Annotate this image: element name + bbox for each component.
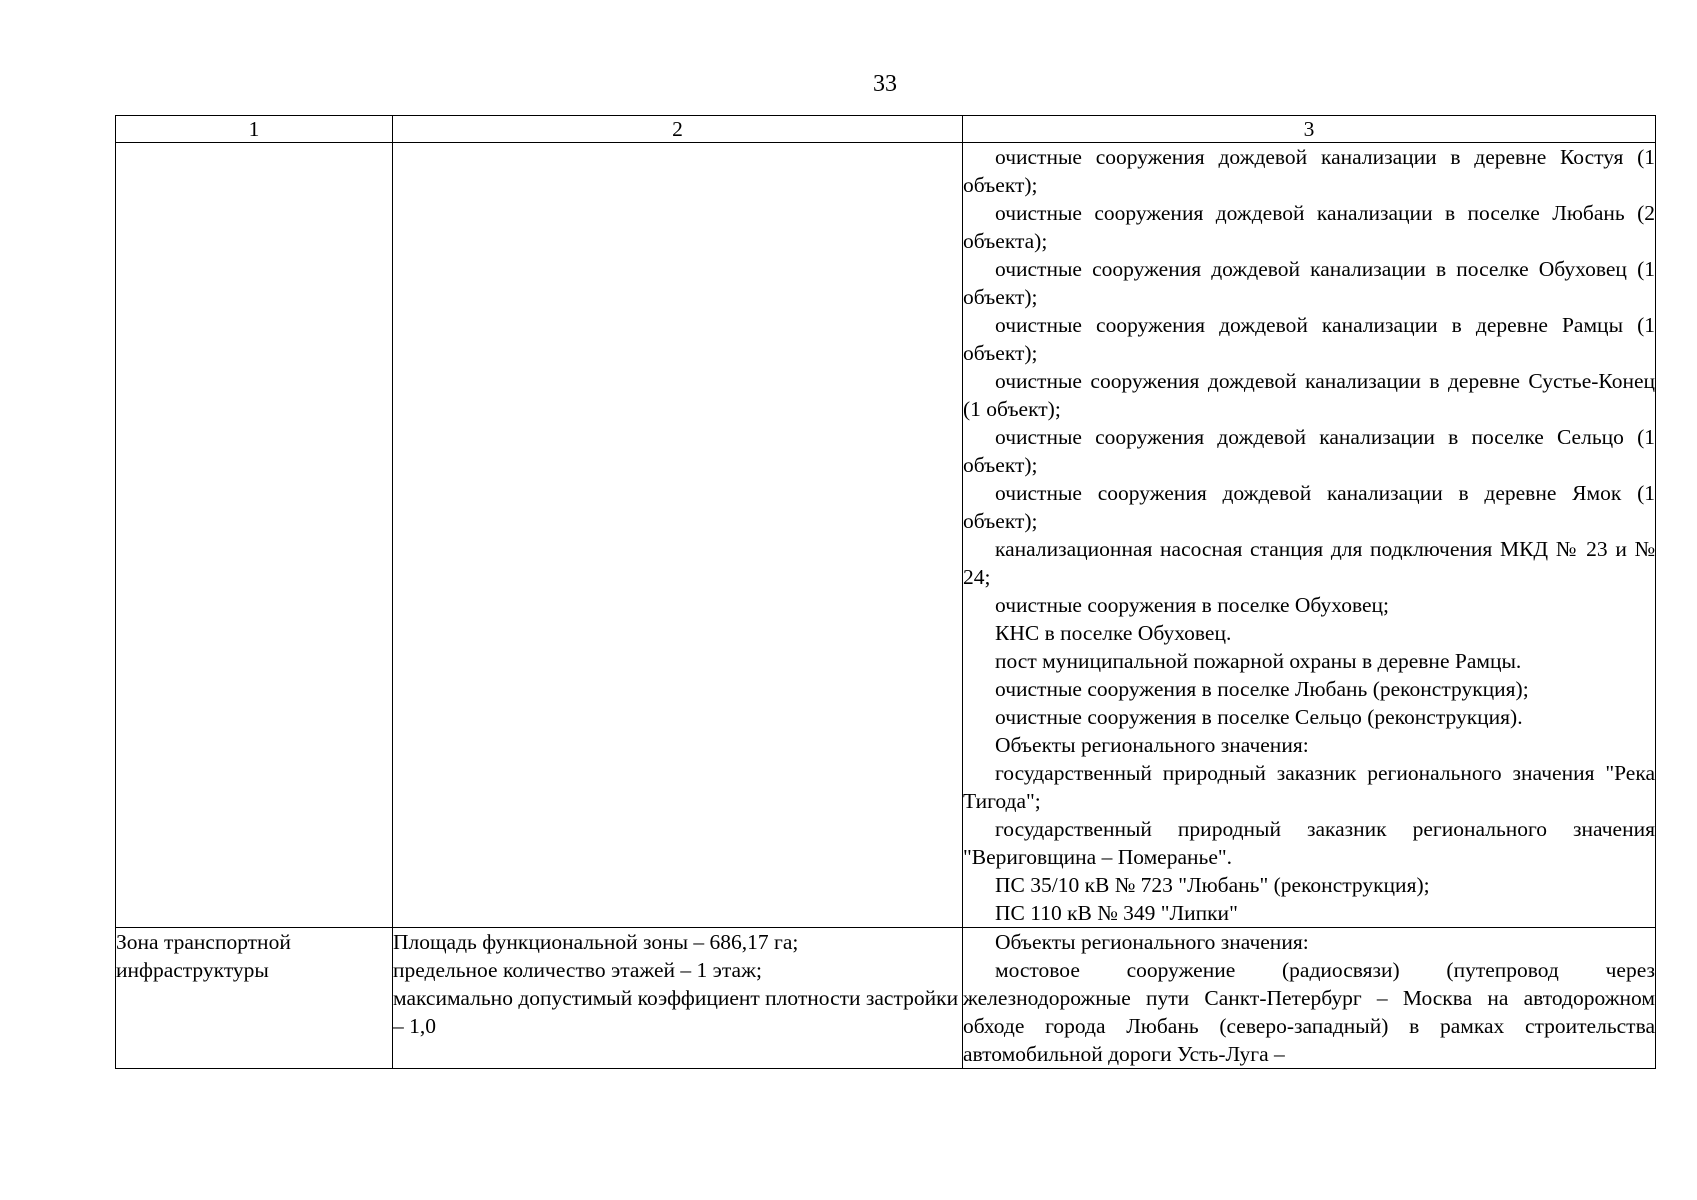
object-item: пост муниципальной пожарной охраны в деревне Рамцы. [995,649,1522,673]
column-header-1: 1 [116,116,393,143]
row-b-objects-content [963,928,1655,1068]
object-item: государственный природный заказник регионального значения "Вериговщина – Померанье". [963,817,1655,869]
row-b-parameters-cell [393,928,963,1069]
object-item: очистные сооружения в поселке Обуховец; [995,593,1390,617]
section-heading-regional: Объекты регионального значения: [995,930,1309,954]
object-item: государственный природный заказник регионального значения "Река Тигода"; [963,761,1655,813]
object-item: очистные сооружения в поселке Сельцо (реконструкция). [995,705,1523,729]
row-a-objects-cell [963,143,1656,928]
zone-name-line: инфраструктуры [116,958,269,982]
column-header-3: 3 [963,116,1656,143]
table-header-row [116,116,1656,143]
parameter-line: Площадь функциональной зоны – 686,17 га; [393,930,799,954]
row-a-zone-cell [116,143,393,928]
row-b-objects-cell [963,928,1656,1069]
object-item: очистные сооружения дождевой канализации в деревне Ямок (1 объект); [963,481,1655,533]
object-item: очистные сооружения дождевой канализации в поселке Любань (2 объекта); [963,201,1655,253]
page-number: 33 [873,71,897,97]
table-row [116,928,1656,1069]
object-item: очистные сооружения дождевой канализации в деревне Костуя (1 объект); [963,145,1655,197]
object-item: канализационная насосная станция для подключения МКД № 23 и № 24; [963,537,1655,589]
object-item: очистные сооружения дождевой канализации в поселке Сельцо (1 объект); [963,425,1655,477]
object-item: КНС в поселке Обуховец. [995,621,1232,645]
object-item: очистные сооружения дождевой канализации в деревне Сустье-Конец (1 объект); [963,369,1655,421]
table-row [116,143,1656,928]
parameter-line: максимально допустимый коэффициент плотности застройки – 1,0 [393,986,959,1038]
row-b-zone-cell [116,928,393,1069]
object-item: очистные сооружения в поселке Любань (реконструкция); [995,677,1529,701]
row-a-parameters-cell [393,143,963,928]
object-item: очистные сооружения дождевой канализации в деревне Рамцы (1 объект); [963,313,1655,365]
column-header-2: 2 [393,116,963,143]
section-heading-regional: Объекты регионального значения: [995,733,1309,757]
object-item: ПС 110 кВ № 349 "Липки" [995,901,1238,925]
zone-name-line: Зона транспортной [116,930,291,954]
object-item: мостовое сооружение (радиосвязи) (путепровод через железнодорожные пути Санкт-Петербург – Москва на автодорожном обходе города Любань (северо-западный) в рамках строительства автомобильной дороги Усть-Луга – [963,958,1655,1066]
object-item: ПС 35/10 кВ № 723 "Любань" (реконструкция); [995,873,1430,897]
document-table [115,115,1656,1069]
object-item: очистные сооружения дождевой канализации в поселке Обуховец (1 объект); [963,257,1655,309]
parameter-line: предельное количество этажей – 1 этаж; [393,958,762,982]
